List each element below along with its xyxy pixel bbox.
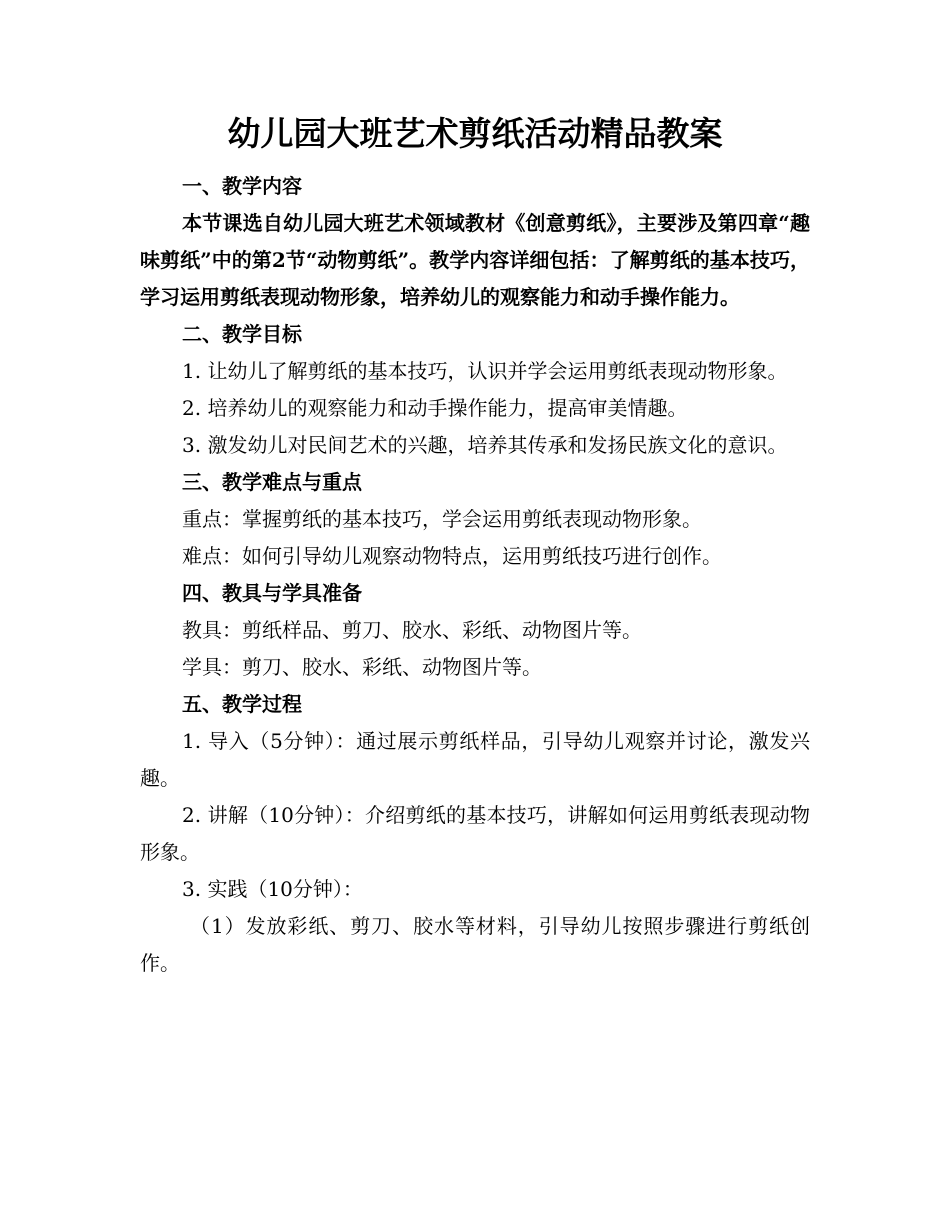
process-step-3-sub-1: （1）发放彩纸、剪刀、胶水等材料，引导幼儿按照步骤进行剪纸创作。 [140,914,810,975]
section-heading-teaching-goals: 二、教学目标 [182,322,302,346]
goal-item-2: 2. 培养幼儿的观察能力和动手操作能力，提高审美情趣。 [182,396,688,420]
section-heading-process: 五、教学过程 [182,692,302,716]
goal-item-3: 3. 激发幼儿对民间艺术的兴趣，培养其传承和发扬民族文化的意识。 [182,433,788,457]
document-page [140,108,810,982]
difficult-point: 难点：如何引导幼儿观察动物特点，运用剪纸技巧进行创作。 [182,544,722,568]
key-point: 重点：掌握剪纸的基本技巧，学会运用剪纸表现动物形象。 [182,507,702,531]
teacher-materials: 教具：剪纸样品、剪刀、胶水、彩纸、动物图片等。 [182,618,642,642]
goal-item-1: 1. 让幼儿了解剪纸的基本技巧，认识并学会运用剪纸表现动物形象。 [182,359,788,383]
section-heading-teaching-content: 一、教学内容 [182,174,302,198]
process-step-1: 1. 导入（5分钟）：通过展示剪纸样品，引导幼儿观察并讨论，激发兴趣。 [140,729,810,790]
process-step-2: 2. 讲解（10分钟）：介绍剪纸的基本技巧，讲解如何运用剪纸表现动物形象。 [140,803,810,864]
section-heading-key-difficult: 三、教学难点与重点 [182,470,362,494]
section-heading-materials: 四、教具与学具准备 [182,581,362,605]
document-title: 幼儿园大班艺术剪纸活动精品教案 [227,114,723,153]
process-step-3: 3. 实践（10分钟）： [182,877,363,901]
student-materials: 学具：剪刀、胶水、彩纸、动物图片等。 [182,655,542,679]
section-body-teaching-content: 本节课选自幼儿园大班艺术领域教材《创意剪纸》，主要涉及第四章“趣味剪纸”中的第2节“动物剪纸”。教学内容详细包括：了解剪纸的基本技巧，学习运用剪纸表现动物形象，培养幼儿的观察能力和动手操作能力。 [140,211,810,309]
